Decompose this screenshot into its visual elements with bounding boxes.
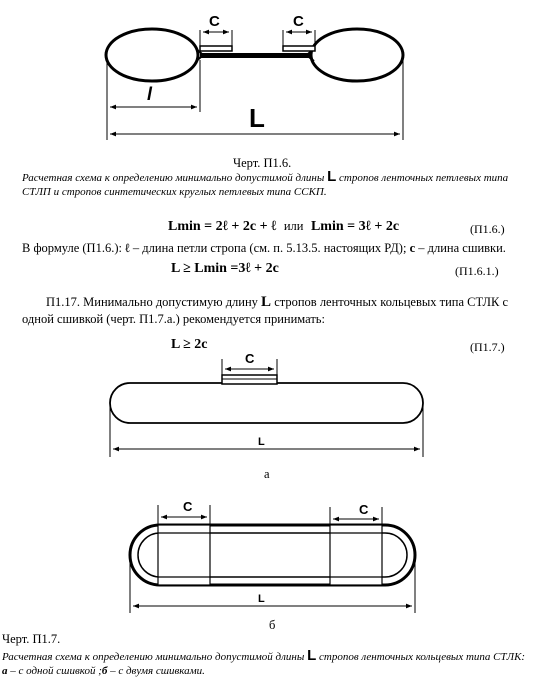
figure-1-caption-post: стропов ленточных петлевых типа СТЛП и стропов синтетических круглых петлевых типа ССКП. bbox=[22, 172, 509, 198]
l-label: l bbox=[147, 84, 153, 104]
figure-1-caption bbox=[22, 170, 522, 199]
paragraph-sym-L: L bbox=[261, 294, 272, 310]
L-label-b: L bbox=[258, 593, 265, 605]
left-loop bbox=[106, 29, 198, 81]
formula-1-number: (П1.6.) bbox=[470, 222, 505, 236]
figure-1-caption-L: L bbox=[327, 168, 337, 185]
figure-2a-sub: а bbox=[264, 467, 270, 481]
figure-1-caption-pre: Расчетная схема к определению минимально допустимой длины bbox=[22, 172, 328, 184]
figure-2-caption-L: L bbox=[307, 647, 317, 664]
figure-1-diagram bbox=[0, 0, 538, 150]
formula-1 bbox=[168, 219, 399, 235]
band bbox=[200, 53, 310, 58]
formula-3-number: (П1.7.) bbox=[470, 340, 505, 354]
right-stitch bbox=[283, 46, 315, 51]
figure-2-number: Черт. П1.7. bbox=[2, 632, 61, 646]
figure-2-caption-b: б bbox=[101, 665, 108, 677]
paragraph-p1-17 bbox=[22, 294, 520, 328]
formula-1-left: Lmin = 2ℓ + 2c + ℓ bbox=[168, 219, 277, 234]
formula-1-right: Lmin = 3ℓ + 2c bbox=[310, 219, 400, 234]
figure-2-caption-a-text: – с одной сшивкой ; bbox=[7, 665, 102, 677]
right-loop bbox=[311, 29, 403, 81]
formula-2: L ≥ Lmin =3ℓ + 2c bbox=[171, 261, 279, 276]
c-label-right: C bbox=[293, 13, 304, 30]
figure-2-caption-a: а bbox=[2, 665, 8, 677]
figure-2b-sub: б bbox=[269, 618, 276, 632]
figure-2-caption-b-text: – с двумя сшивками. bbox=[107, 665, 205, 677]
left-stitch bbox=[200, 46, 232, 51]
definition-l-def: – длина петли стропа (см. п. 5.13.5. настоящих РД); bbox=[129, 241, 410, 255]
formula-1-connector: или bbox=[283, 219, 304, 233]
ring-a bbox=[110, 383, 423, 423]
figure-2b-diagram bbox=[0, 495, 538, 620]
figure-2-caption bbox=[2, 649, 532, 678]
c-label-b-left: C bbox=[183, 499, 193, 514]
figure-2a-diagram bbox=[0, 345, 538, 460]
paragraph-pre: П1.17. Минимально допустимую длину bbox=[46, 295, 262, 309]
figure-2-caption-pre: Расчетная схема к определению минимально допустимой длины bbox=[2, 651, 308, 663]
formula-3: L ≥ 2c bbox=[171, 337, 208, 352]
figure-1-number: Черт. П1.6. bbox=[233, 156, 292, 170]
stitch-b-left bbox=[158, 525, 210, 585]
paragraph-post: стропов ленточных кольцевых типа СТЛК с одной сшивкой (черт. П1.7.а.) рекомендуется принимать: bbox=[22, 295, 508, 326]
L-label: L bbox=[249, 103, 265, 133]
definition-sym-c: с bbox=[409, 241, 416, 255]
definition-c-def: – длина сшивки. bbox=[415, 241, 506, 255]
c-label-b-right: C bbox=[359, 502, 369, 517]
c-label-left: C bbox=[209, 13, 220, 30]
L-label-a: L bbox=[258, 436, 265, 448]
stitch-b-right bbox=[330, 525, 382, 585]
definition-sym-l: ℓ bbox=[125, 241, 130, 255]
c-label-a: C bbox=[245, 351, 255, 366]
definition-prefix: В формуле (П1.6.): bbox=[22, 241, 126, 255]
formula-2-number: (П1.6.1.) bbox=[455, 264, 499, 278]
definition-line bbox=[22, 240, 506, 257]
figure-2-caption-mid: стропов ленточных кольцевых типа СТЛК: bbox=[316, 651, 526, 663]
